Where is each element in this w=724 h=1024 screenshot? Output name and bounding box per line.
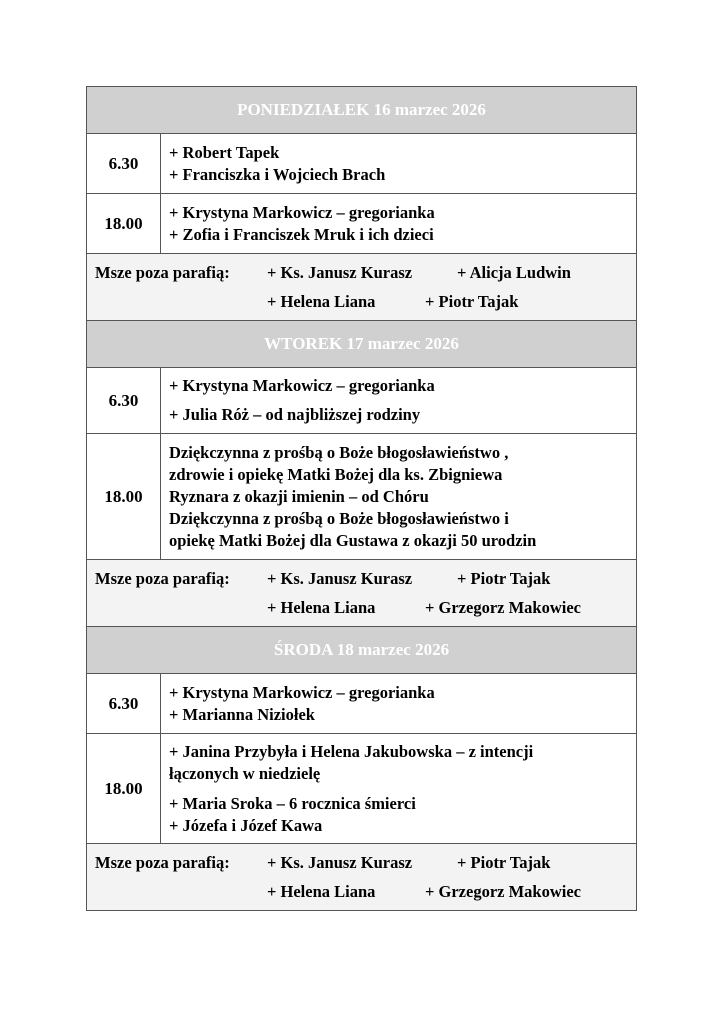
outside-intention: + Alicja Ludwin [457,262,571,282]
outside-intention: + Ks. Janusz Kurasz [267,568,413,588]
mass-schedule-table [86,86,637,911]
day-header-row [87,627,637,674]
outside-parish-cell [87,844,637,911]
day-header-row [87,321,637,368]
outside-intention: + Ks. Janusz Kurasz [267,852,413,872]
outside-parish-label: Msze poza parafią: [95,262,230,282]
outside-intention: + Ks. Janusz Kurasz [267,262,413,282]
mass-intentions [161,434,637,560]
day-header: ŚRODA 18 marzec 2026 [87,627,637,674]
mass-time: 18.00 [87,434,161,560]
outside-parish-label: Msze poza parafią: [95,568,230,588]
outside-intention: + Helena Liana [267,291,376,311]
outside-intention: + Grzegorz Makowiec [425,881,582,901]
outside-parish-row [87,560,637,627]
intention-line: Dziękczynna z prośbą o Boże błogosławieństwo , [169,442,509,462]
intention-line: + Krystyna Markowicz – gregorianka [169,682,435,702]
mass-time: 6.30 [87,674,161,734]
outside-intention: + Helena Liana [267,881,376,901]
mass-row [87,674,637,734]
day-header: WTOREK 17 marzec 2026 [87,321,637,368]
intention-line: + Janina Przybyła i Helena Jakubowska – z intencji [169,741,534,761]
day-header-row [87,87,637,134]
outside-intention: + Grzegorz Makowiec [425,597,582,617]
outside-intention: + Piotr Tajak [457,852,551,872]
intention-line: zdrowie i opiekę Matki Bożej dla ks. Zbigniewa [169,464,503,484]
mass-time: 6.30 [87,368,161,434]
intention-line: łączonych w niedzielę [169,763,321,783]
mass-time: 18.00 [87,734,161,844]
outside-parish-label: Msze poza parafią: [95,852,230,872]
mass-intentions [161,674,637,734]
outside-intention: + Helena Liana [267,597,376,617]
outside-parish-cell [87,560,637,627]
intention-line: + Marianna Niziołek [169,704,315,724]
outside-parish-row [87,844,637,911]
intention-line: + Zofia i Franciszek Mruk i ich dzieci [169,224,434,244]
mass-intentions [161,134,637,194]
outside-intention: + Piotr Tajak [425,291,519,311]
intention-line: + Maria Sroka – 6 rocznica śmierci [169,793,416,813]
mass-time: 18.00 [87,194,161,254]
outside-parish-cell [87,254,637,321]
mass-row [87,368,637,434]
intention-line: Ryznara z okazji imienin – od Chóru [169,486,429,506]
outside-parish-row [87,254,637,321]
intention-line: Dziękczynna z prośbą o Boże błogosławieństwo i [169,508,509,528]
mass-intentions [161,734,637,844]
outside-intention: + Piotr Tajak [457,568,551,588]
intention-line: + Krystyna Markowicz – gregorianka [169,202,435,222]
intention-line: + Robert Tapek [169,142,280,162]
intention-line: + Krystyna Markowicz – gregorianka [169,376,435,395]
intention-line: + Józefa i Józef Kawa [169,815,323,835]
mass-row [87,194,637,254]
mass-intentions [161,194,637,254]
intention-line: opiekę Matki Bożej dla Gustawa z okazji 50 urodzin [169,530,537,550]
mass-row [87,434,637,560]
intention-line: + Franciszka i Wojciech Brach [169,164,386,184]
intention-line: + Julia Róż – od najbliższej rodziny [169,405,421,424]
day-header: PONIEDZIAŁEK 16 marzec 2026 [87,87,637,134]
mass-time: 6.30 [87,134,161,194]
mass-row [87,734,637,844]
mass-intentions [161,368,637,434]
mass-row [87,134,637,194]
